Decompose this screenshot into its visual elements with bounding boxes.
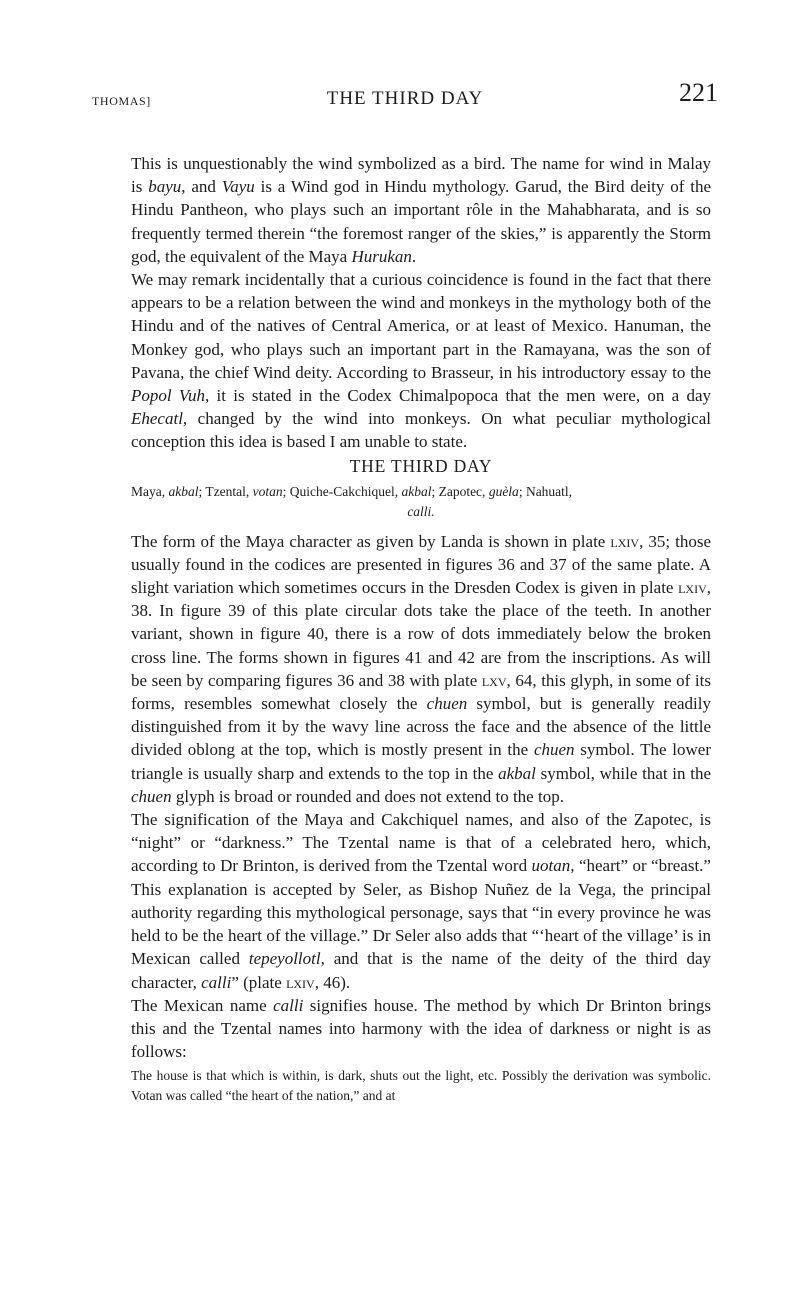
day-names-line: Maya, akbal; Tzental, votan; Quiche-Cakchiquel, akbal; Zapotec, guèla; Nahuatl, calli. [131,483,573,519]
running-head-title: THE THIRD DAY [326,88,484,109]
section-title: THE THIRD DAY [349,455,493,476]
running-header [92,78,718,124]
paragraph-maya-character: The form of the Maya character as given by Landa is shown in plate lxiv, 35; those usually found in the codices are presented in figures 36 and 37 of the same plate. A slight variation which sometimes occurs in the Dresden Codex is given in plate lxiv, 38. In figure 39 of this plate circular dots take the place of the teeth. In another variant, shown in figure 40, there is a row of dots immediately below the broken cross line. The forms shown in figures 41 and 42 are from the inscriptions. As will be seen by comparing figures 36 and 38 with plate lxv, 64, this glyph, in some of its forms, resembles somewhat closely the chuen symbol, but is generally readily distinguished from it by the wavy line across the face and the absence of the little divided oblong at the top, which is mostly present in the chuen symbol. The lower triangle is usually sharp and extends to the top in the akbal symbol, while that in the chuen glyph is broad or rounded and does not extend to the top. [131,531,712,806]
page-body [131,152,711,1106]
paragraph-calli: The Mexican name calli signifies house. The method by which Dr Brinton brings this and the Tzental names into harmony with the idea of darkness or night is as follows: [131,995,711,1062]
paragraph-wind-bird: This is unquestionably the wind symbolized as a bird. The name for wind in Malay is bayu, and Vayu is a Wind god in Hindu mythology. Garud, the Bird deity of the Hindu Pantheon, who plays such an important rôle in the Mahabharata, and is so frequently termed therein “the foremost ranger of the skies,” is apparently the Storm god, the equivalent of the Maya Hurukan. [131,154,712,266]
footnote-quote: The house is that which is within, is dark, shuts out the light, etc. Possibly the derivation was symbolic. Votan was called “the heart of the nation,” and at [131,1068,711,1104]
paragraph-signification: The signification of the Maya and Cakchiquel names, and also of the Zapotec, is “night” or “darkness.” The Tzental name is that of a celebrated hero, which, according to Dr Brinton, is derived from the Tzental word uotan, “heart” or “breast.” This explanation is accepted by Seler, as Bishop Nuñez de la Vega, the principal authority regarding this mythological personage, says that “in every province he was held to be the heart of the village.” Dr Seler also adds that “‘heart of the village’ is in Mexican called tepeyollotl, and that is the name of the deity of the third day character, calli” (plate lxiv, 46). [131,810,711,992]
running-head-author: THOMAS] [92,94,151,108]
paragraph-wind-monkeys: We may remark incidentally that a curious coincidence is found in the fact that there appears to be a relation between the wind and monkeys in the mythology both of the Hindu and of the natives of Central America, or at least of Mexico. Hanuman, the Monkey god, who plays such an important part in the Ramayana, was the son of Pavana, the chief Wind deity. According to Brasseur, in his introductory essay to the Popol Vuh, it is stated in the Codex Chimalpopoca that the men were, on a day Ehecatl, changed by the wind into monkeys. On what peculiar mythological conception this idea is based I am unable to state. [131,270,712,452]
page-number: 221 [679,78,718,107]
